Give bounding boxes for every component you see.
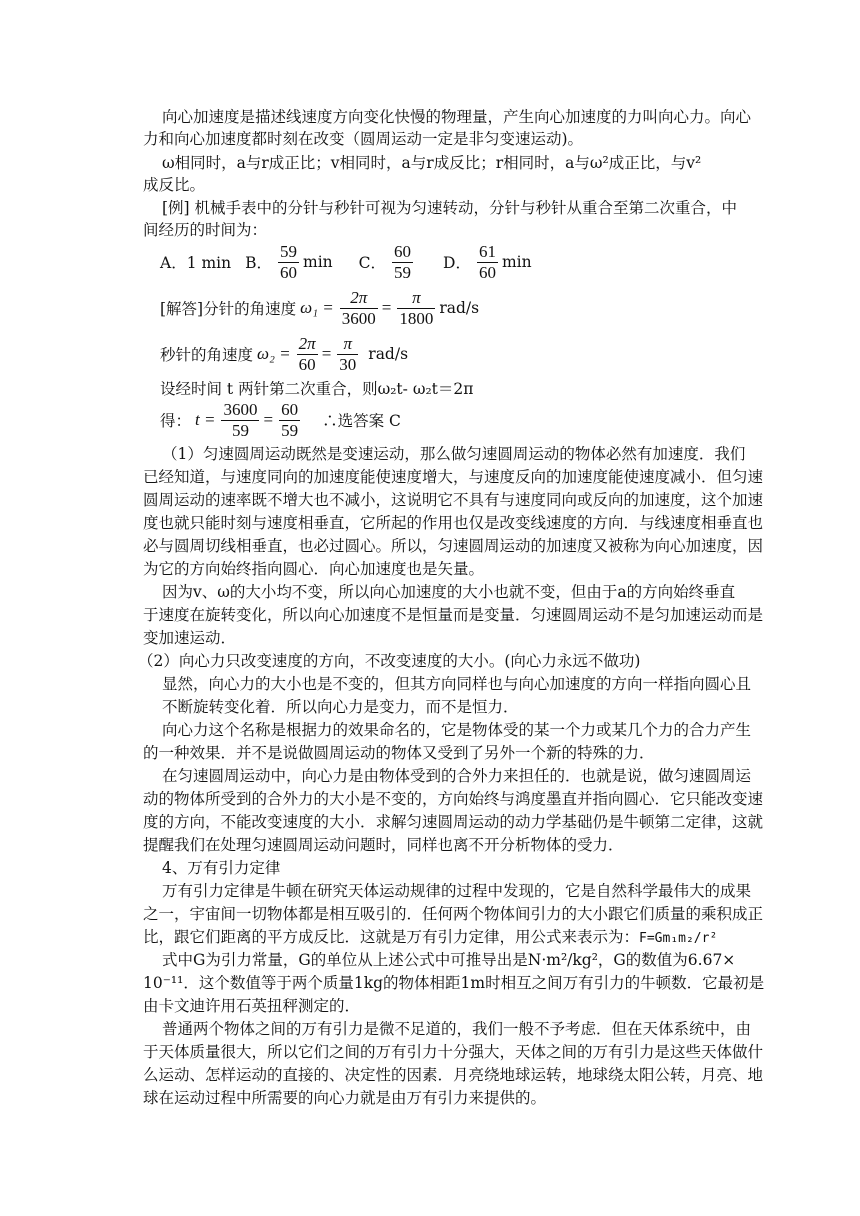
p9-line4: 球在运动过程中所需要的向心力就是由万有引力来提供的。 [143,1089,547,1107]
p9-line1: 普通两个物体之间的万有引力是微不足道的，我们一般不予考虑．但在天体系统中，由 [162,1020,752,1038]
example-line2: 间经历的时间为： [143,221,268,239]
sol2-fraction2: $\frac{\pi}{30}$ [339,333,357,374]
para2-line1: ω相同时，a与r成正比；v相同时，a与r成反比；r相同时，a与ω²成正比，与v² [162,154,702,172]
p1-line4: 度也就只能时刻与速度相垂直，它所起的作用也仅是改变线速度的方向．与线速度相垂直也 [143,514,764,532]
p1-line5: 必与圆周切线相垂直，也必过圆心。所以，匀速圆周运动的加速度又被称为向心加速度，因 [143,537,764,555]
p8-line1: 式中G为引力常量，G的单位从上述公式中可推导出是N·m²/kg²，G的数值为6.67× [162,951,736,969]
solution-result [160,398,405,442]
sol2-symbol: ω₂ = [257,344,291,363]
sol4-fraction2: $\frac{60}{59}$ [281,399,299,440]
p6-line1: 在匀速圆周运动中，向心力是由物体受到的合外力来担任的．也就是说，做匀速圆周运 [162,767,752,785]
p7-line1: 万有引力定律是牛顿在研究天体运动规律的过程中发现的，它是自然科学最伟大的成果 [162,882,752,900]
choice-a: A．1 min [160,254,232,272]
p6-line3: 度的方向，不能改变速度的大小．求解匀速圆周运动的动力学基础仍是牛顿第二定律，这就 [143,813,764,831]
p2-line1: 因为v、ω的大小均不变，所以向心加速度的大小也就不变，但由于a的方向始终垂直 [162,583,736,601]
p7-line3-text: 比，跟它们距离的平方成反比．这就是万有引力定律，用公式来表示为： [143,928,640,946]
p5-line1: 向心力这个名称是根据力的效果命名的，它是物体受的某一个力或某几个力的合力产生 [162,721,752,739]
sol4-fraction1: $\frac{3600}{59}$ [223,399,258,440]
choice-d-label: D． [443,254,471,272]
choice-c-fraction: $\frac{60}{59}$ [394,241,412,282]
sol2-fraction1: $\frac{2\pi}{60}$ [298,333,316,374]
p7-line3 [143,926,717,950]
sol1-fraction1: $\frac{2\pi}{3600}$ [341,287,376,328]
sol1-fraction2: $\frac{\pi}{1800}$ [399,287,434,328]
choice-b-fraction: $\frac{59}{60}$ [280,241,298,282]
p8-line2: 10⁻¹¹．这个数值等于两个质量1kg的物体相距1m时相互之间万有引力的牛顿数．它最初是 [143,974,765,992]
sol4-prefix: 得： [160,412,192,430]
p1-line1: （1）匀速圆周运动既然是变速运动，那么做匀速圆周运动的物体必然有加速度．我们 [162,445,746,463]
sol4-symbol: t = [195,410,216,429]
para1-line2: 力和向心加速度都时刻在改变（圆周运动一定是非匀变速运动)。 [143,130,584,148]
p6-line2: 动的物体所受到的合外力的大小是不变的，方向始终与鸿度墨直并指向圆心．它只能改变速 [143,790,764,808]
p2-line3: 变加速运动． [143,629,237,647]
sol1-equals: = [381,298,392,317]
p1-line3: 圆周运动的速率既不增大也不减小，这说明它不具有与速度同向或反向的加速度，这个加速 [143,491,764,509]
sol1-symbol: ω₁ = [300,298,334,317]
p9-line2: 于天体质量很大，所以它们之间的万有引力十分强大，天体之间的万有引力是这些天体做什 [143,1043,764,1061]
solution-second-hand [160,332,412,376]
sol1-unit: rad/s [439,299,480,317]
p2-line2: 于速度在旋转变化，所以向心加速度不是恒量而是变量．匀速圆周运动不是匀加速运动而是 [143,606,764,624]
choice-d-unit: min [501,253,532,271]
choice-b-unit: min [303,253,333,271]
sol4-answer: ∴选答案 C [322,412,401,430]
p6-line4: 提醒我们在处理匀速圆周运动问题时，同样也离不开分析物体的受力． [143,836,624,854]
para1-line1: 向心加速度是描述线速度方向变化快慢的物理量，产生向心加速度的力叫向心力。向心 [162,108,752,126]
choices-row [160,240,536,284]
example-line1: [例] 机械手表中的分针与秒针可视为匀速转动，分针与秒针从重合至第二次重合，中 [162,199,738,217]
sol2-prefix: 秒针的角速度 [160,346,254,364]
choice-c-label: C． [358,254,387,272]
p1-line2: 已经知道，与速度同向的加速度能使速度增大，与速度反向的加速度能使速度减小．但匀速 [143,468,764,486]
para2-line2: 成反比。 [143,176,206,194]
solution-line3: 设经时间 t 两针第二次重合，则ω₂t- ω₂t＝2π [160,380,474,398]
sol4-equals: = [263,410,274,429]
sol1-prefix: [解答]分针的角速度 [160,300,297,318]
gravitation-formula: F=Gm₁m₂/r² [639,931,718,946]
p5-line2: 的一种效果．并不是说做圆周运动的物体又受到了另外一个新的特殊的力． [143,744,655,762]
p3-heading: （2）向心力只改变速度的方向，不改变速度的大小。(向心力永远不做功) [138,652,641,670]
choice-d-fraction: $\frac{61}{60}$ [478,241,496,282]
p9-line3: 么运动、怎样运动的直接的、决定性的因素．月亮绕地球运转，地球绕太阳公转，月亮、地 [143,1066,764,1084]
choice-b-label: B． [245,254,273,272]
p7-line2: 之一，宇宙间一切物体都是相互吸引的．任何两个物体间引力的大小跟它们质量的乘积成正 [143,905,764,923]
p1-line6: 为它的方向始终指向圆心．向心加速度也是矢量。 [143,560,485,578]
p4-line2: 不断旋转变化着．所以向心力是变力，而不是恒力． [162,698,519,716]
p4-line1: 显然，向心力的大小也是不变的，但其方向同样也与向心加速度的方向一样指向圆心且 [162,675,752,693]
p8-line3: 由卡文迪许用石英扭秤测定的． [143,997,361,1015]
sol2-unit: rad/s [368,345,409,363]
section-heading-4: 4、万有引力定律 [162,859,281,877]
sol2-equals: = [321,344,332,363]
solution-minute-hand [160,286,483,330]
